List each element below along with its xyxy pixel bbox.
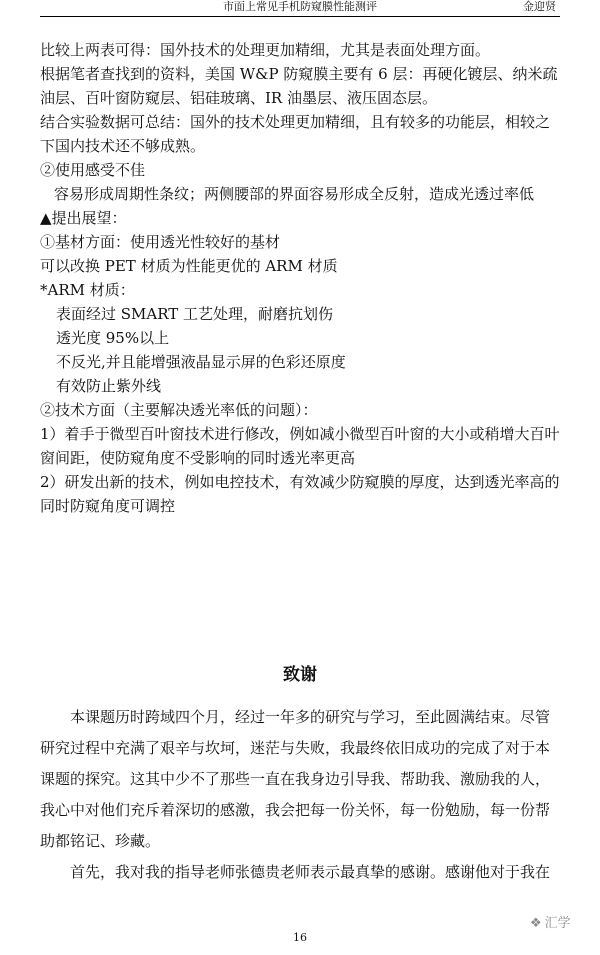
body-line: 表面经过 SMART 工艺处理，耐磨抗划伤 <box>56 305 334 323</box>
page-number: 16 <box>293 931 307 944</box>
body-line: 同时防窥角度可调控 <box>40 497 176 515</box>
body-line: 2）研发出新的技术，例如电控技术，有效减少防窥膜的厚度，达到透光率高的 <box>40 473 560 491</box>
header-title: 市面上常见手机防窥膜性能测评 <box>223 0 377 13</box>
ack-line: 本课题历时跨域四个月，经过一年多的研究与学习，至此圆满结束。尽管 <box>70 708 551 726</box>
header-author: 金迎贤 <box>523 0 556 13</box>
body-line: 有效防止紫外线 <box>56 377 162 395</box>
body-line: ▲提出展望： <box>40 209 127 227</box>
body-line: ①基材方面：使用透光性较好的基材 <box>40 233 281 251</box>
watermark-text: 汇学 <box>544 916 571 931</box>
body-line: 不反光,并且能增强液晶显示屏的色彩还原度 <box>56 353 346 371</box>
body-line: 透光度 95%以上 <box>56 329 170 347</box>
body-line: ②技术方面（主要解决透光率低的问题）： <box>40 401 318 419</box>
ack-line: 研究过程中充满了艰辛与坎坷，迷茫与失败，我最终依旧成功的完成了对于本 <box>40 739 551 757</box>
ack-line: 我心中对他们充斥着深切的感激，我会把每一份关怀，每一份勉励，每一份帮 <box>40 801 551 819</box>
body-line: 窗间距，使防窥角度不受影响的同时透光率更高 <box>40 449 356 467</box>
acknowledgement-heading: 致谢 <box>283 665 317 685</box>
body-text <box>40 38 570 518</box>
body-line: ②使用感受不佳 <box>40 161 146 179</box>
body-line: 容易形成周期性条纹；两侧腰部的界面容易形成全反射，造成光透过率低 <box>54 185 535 203</box>
body-line: 下国内技术还不够成熟。 <box>40 137 206 155</box>
ack-line: 首先，我对我的指导老师张德贵老师表示最真挚的感谢。感谢他对于我在 <box>70 863 551 881</box>
body-line: 比较上两表可得：国外技术的处理更加精细，尤其是表面处理方面。 <box>40 41 491 59</box>
page-header <box>40 0 560 17</box>
ack-line: 课题的探究。这其中少不了那些一直在我身边引导我、帮助我、激励我的人， <box>40 770 551 788</box>
wechat-icon: ❖ <box>530 916 542 931</box>
body-line: 根据笔者查找到的资料，美国 W&P 防窥膜主要有 6 层：再硬化镀层、纳米疏 <box>40 65 558 83</box>
body-line: 可以改换 PET 材质为性能更优的 ARM 材质 <box>40 257 338 275</box>
body-line: *ARM 材质： <box>40 281 135 299</box>
body-line: 结合实验数据可总结：国外的技术处理更加精细，且有较多的功能层，相较之 <box>40 113 551 131</box>
ack-line: 助都铭记、珍藏。 <box>40 832 161 850</box>
acknowledgement-text <box>40 702 560 888</box>
body-line: 1）着手于微型百叶窗技术进行修改，例如减小微型百叶窗的大小或稍增大百叶 <box>40 425 560 443</box>
watermark <box>530 912 571 931</box>
body-line: 油层、百叶窗防窥层、铝硅玻璃、IR 油墨层、液压固态层。 <box>40 89 437 107</box>
